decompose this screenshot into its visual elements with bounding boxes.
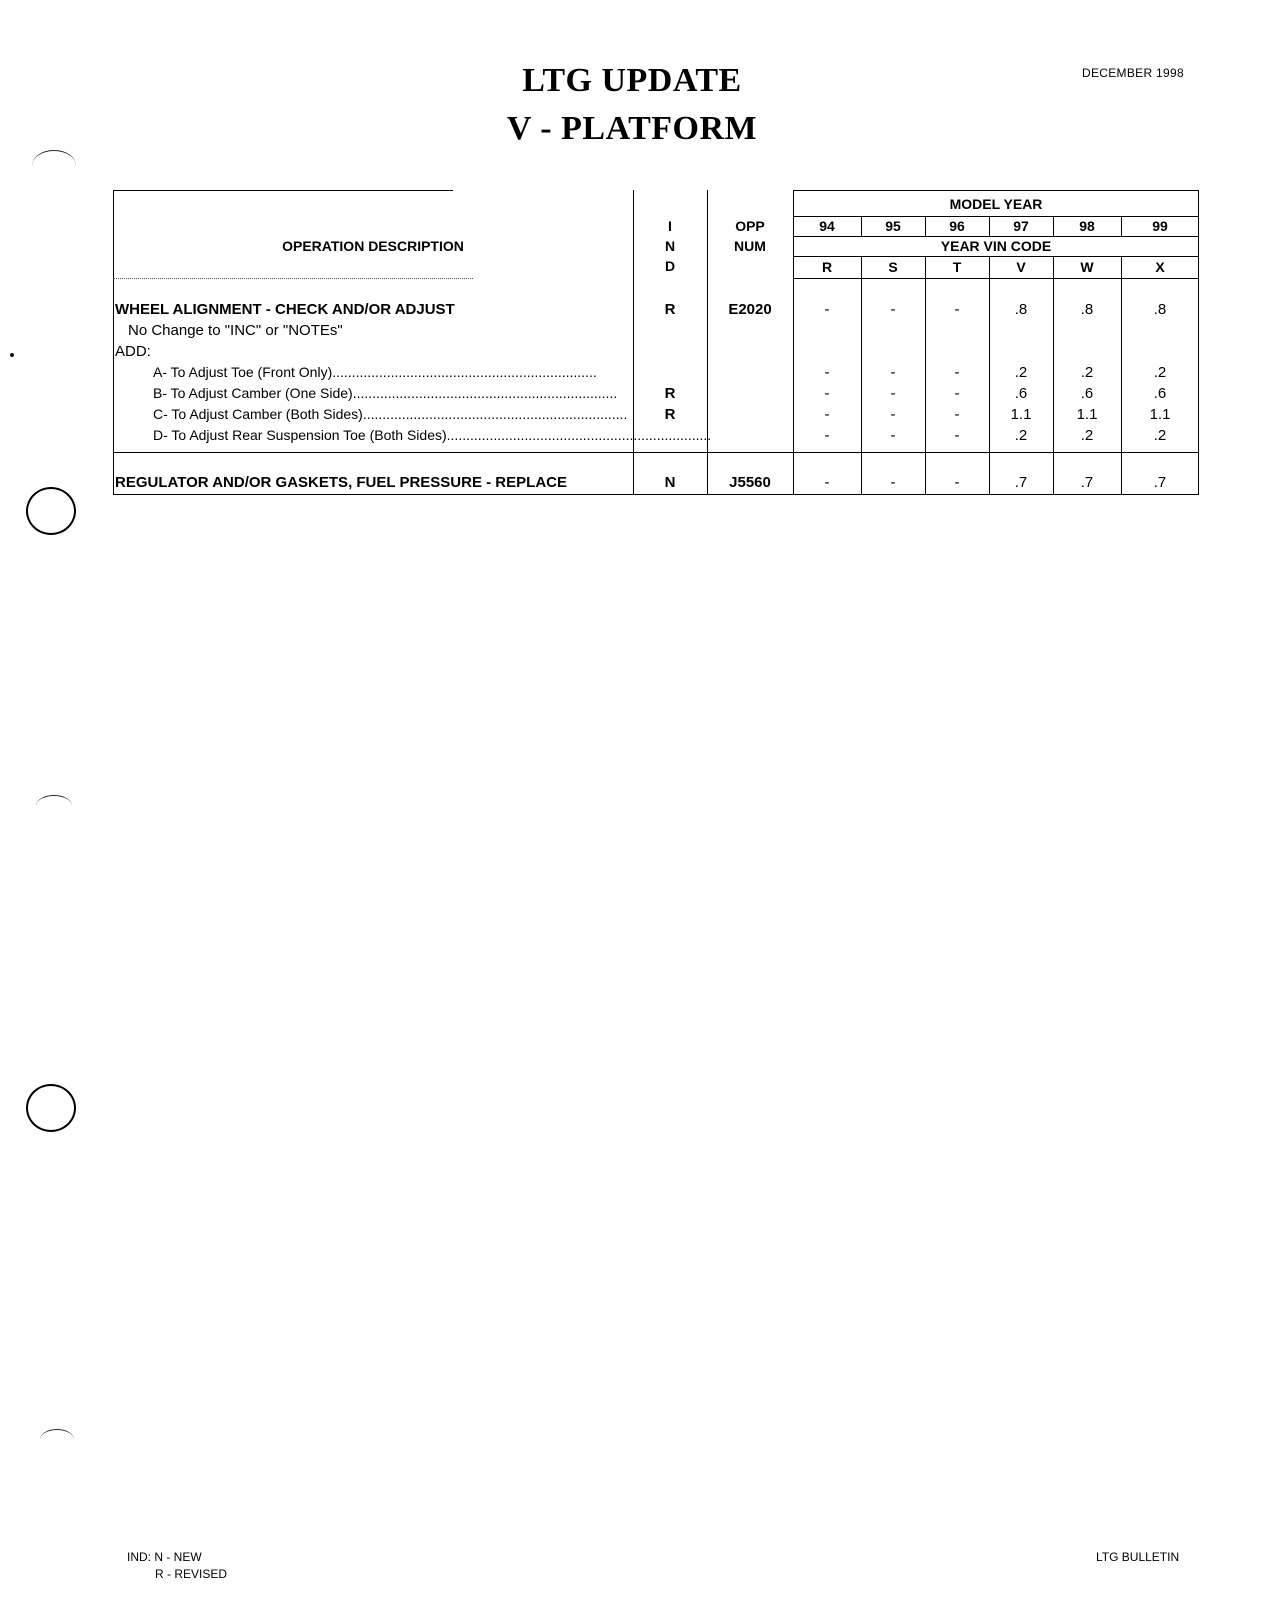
model-year-header: MODEL YEAR bbox=[949, 196, 1043, 212]
scan-dot bbox=[10, 353, 14, 357]
labor-time: .2 bbox=[1014, 364, 1028, 381]
opp-number: J5560 bbox=[729, 474, 771, 491]
labor-time: - bbox=[954, 385, 960, 402]
labor-time: .7 bbox=[1153, 474, 1167, 491]
operation-title: WHEEL ALIGNMENT - CHECK AND/OR ADJUST bbox=[115, 301, 455, 318]
labor-time: .8 bbox=[1153, 301, 1167, 318]
vin-code-r: R bbox=[821, 259, 833, 275]
operation-title: REGULATOR AND/OR GASKETS, FUEL PRESSURE - REPLACE bbox=[115, 474, 567, 491]
labor-time: .6 bbox=[1014, 385, 1028, 402]
binder-hole bbox=[26, 487, 76, 535]
labor-time: - bbox=[954, 427, 960, 444]
labor-time: .2 bbox=[1153, 364, 1167, 381]
ind-value: N bbox=[664, 474, 676, 491]
operation-description-header: OPERATION DESCRIPTION bbox=[282, 238, 464, 254]
page-subtitle: V - PLATFORM bbox=[506, 110, 758, 147]
labor-time: .7 bbox=[1014, 474, 1028, 491]
labor-time: - bbox=[954, 301, 960, 318]
labor-time: .2 bbox=[1014, 427, 1028, 444]
bulletin-label: LTG BULLETIN bbox=[1096, 1550, 1180, 1564]
year-vin-header: YEAR VIN CODE bbox=[940, 238, 1052, 254]
vin-code-w: W bbox=[1080, 259, 1094, 275]
labor-time: .6 bbox=[1080, 385, 1094, 402]
labor-time: 1.1 bbox=[1149, 406, 1171, 423]
legend-revised: R - REVISED bbox=[155, 1567, 228, 1581]
labor-time: - bbox=[954, 364, 960, 381]
opp-header-1: OPP bbox=[735, 218, 765, 234]
labor-time: - bbox=[824, 427, 830, 444]
page-title: LTG UPDATE bbox=[522, 62, 742, 99]
ind-value: R bbox=[664, 406, 676, 423]
operation-note: No Change to "INC" or "NOTEs" bbox=[128, 322, 343, 339]
vin-code-x: X bbox=[1155, 259, 1165, 275]
labor-time: - bbox=[954, 474, 960, 491]
ind-header-1: I bbox=[668, 218, 672, 234]
opp-number: E2020 bbox=[728, 301, 772, 318]
labor-time: .2 bbox=[1153, 427, 1167, 444]
ind-value: R bbox=[664, 301, 676, 318]
labor-time: .6 bbox=[1153, 385, 1167, 402]
labor-time: - bbox=[824, 406, 830, 423]
vin-code-v: V bbox=[1016, 259, 1026, 275]
labor-time: .8 bbox=[1014, 301, 1028, 318]
labor-time: .2 bbox=[1080, 427, 1094, 444]
scan-mark bbox=[36, 795, 72, 816]
scan-mark bbox=[32, 150, 76, 181]
opp-header-2: NUM bbox=[734, 238, 766, 254]
ind-value: R bbox=[664, 385, 676, 402]
labor-time: .8 bbox=[1080, 301, 1094, 318]
labor-time: - bbox=[824, 364, 830, 381]
ind-header-3: D bbox=[664, 258, 676, 274]
ind-header-2: N bbox=[664, 238, 676, 254]
vin-code-s: S bbox=[888, 259, 898, 275]
labor-time: - bbox=[890, 474, 896, 491]
year-99: 99 bbox=[1152, 218, 1168, 234]
labor-time: - bbox=[890, 301, 896, 318]
vin-code-t: T bbox=[952, 259, 962, 275]
add-on-d: D- To Adjust Rear Suspension Toe (Both Sides).................................................................... bbox=[153, 427, 712, 443]
labor-time-table bbox=[113, 190, 1199, 494]
year-94: 94 bbox=[819, 218, 835, 234]
labor-time: - bbox=[890, 427, 896, 444]
labor-time: .7 bbox=[1080, 474, 1094, 491]
bulletin-date: DECEMBER 1998 bbox=[1082, 66, 1184, 80]
labor-time: - bbox=[824, 385, 830, 402]
year-97: 97 bbox=[1013, 218, 1029, 234]
add-on-a: A- To Adjust Toe (Front Only).................................................................... bbox=[153, 364, 597, 380]
labor-time: 1.1 bbox=[1076, 406, 1098, 423]
labor-time: - bbox=[890, 406, 896, 423]
labor-time: 1.1 bbox=[1010, 406, 1032, 423]
labor-time: .2 bbox=[1080, 364, 1094, 381]
year-95: 95 bbox=[885, 218, 901, 234]
legend-new: IND: N - NEW bbox=[127, 1550, 202, 1564]
labor-time: - bbox=[890, 364, 896, 381]
add-label: ADD: bbox=[115, 343, 151, 360]
add-on-c: C- To Adjust Camber (Both Sides).................................................................... bbox=[153, 406, 628, 422]
labor-time: - bbox=[890, 385, 896, 402]
labor-time: - bbox=[824, 301, 830, 318]
scan-mark bbox=[40, 1429, 74, 1450]
binder-hole bbox=[26, 1084, 76, 1132]
year-98: 98 bbox=[1079, 218, 1095, 234]
add-on-b: B- To Adjust Camber (One Side).................................................................... bbox=[153, 385, 618, 401]
year-96: 96 bbox=[949, 218, 965, 234]
labor-time: - bbox=[954, 406, 960, 423]
labor-time: - bbox=[824, 474, 830, 491]
